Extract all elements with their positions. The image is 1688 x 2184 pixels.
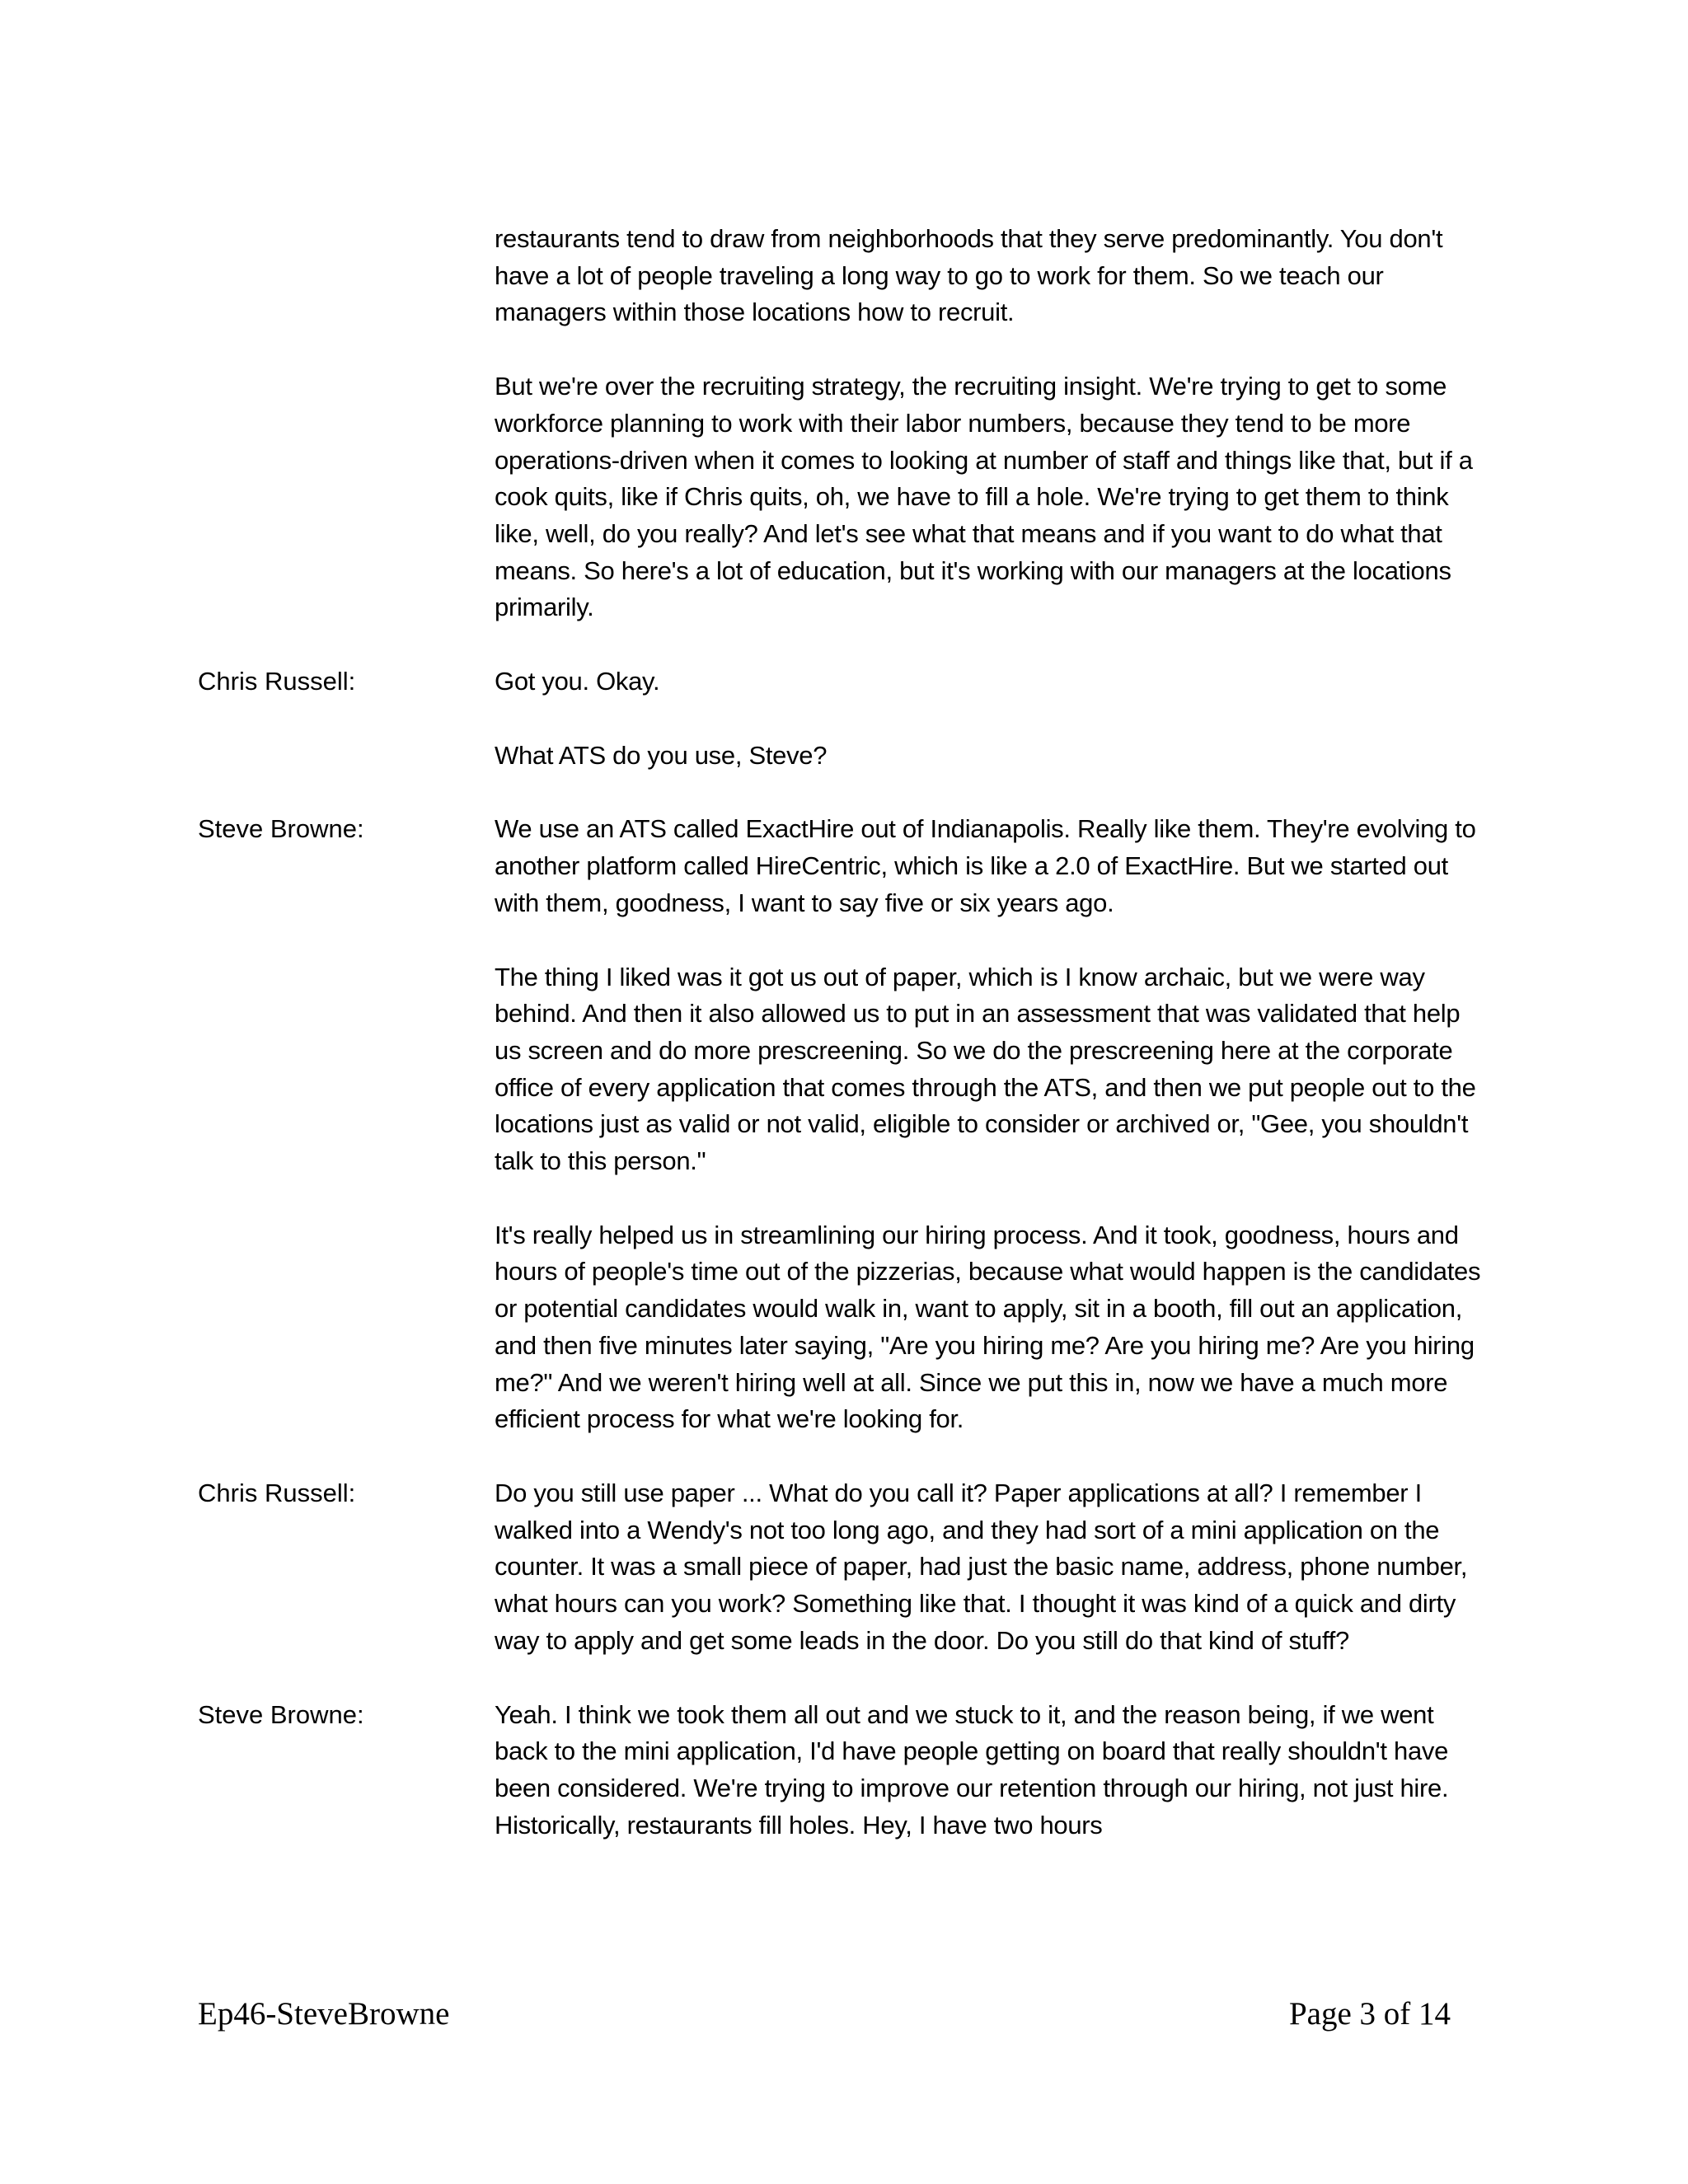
speaker-name: Steve Browne:: [198, 1699, 364, 1729]
speech-paragraph: What ATS do you use, Steve?: [495, 740, 828, 770]
speech-paragraph: We use an ATS called ExactHire out of Indianapolis. Really like them. They're evolving to another platform called HireCentric, which is like a 2.0 of ExactHire. But we started out with them, goodness, I want to say five or six years ago.: [495, 814, 1476, 917]
speech-paragraph: The thing I liked was it got us out of paper, which is I know archaic, but we were way behind. And then it also allowed us to put in an assessment that was validated that help us screen and do more prescreening. So we do the prescreening here at the corporate office of every application that comes through the ATS, and then we put people out to the locations just as valid or not valid, eligible to consider or archived or, "Gee, you shouldn't talk to this person.": [495, 962, 1476, 1176]
speech-paragraph: It's really helped us in streamlining our hiring process. And it took, goodness, hours and hours of people's time out of the pizzerias, because what would happen is the candidates or potential candidates would walk in, want to apply, sit in a booth, fill out an application, and then five minutes later saying, "Are you hiring me? Are you hiring me? Are you hiring me?" And we weren't hiring well at all. Since we put this in, now we have a much more efficient process for what we're looking for.: [495, 1220, 1481, 1434]
document-name: Ep46-SteveBrowne: [198, 1996, 450, 2032]
speaker-name: Steve Browne:: [198, 814, 364, 844]
transcript-entry: [198, 1475, 1484, 1660]
speech-text: [495, 663, 1484, 774]
transcript-entry: [198, 811, 1484, 1438]
speaker-name: Chris Russell:: [198, 1478, 356, 1507]
speech-paragraph: Yeah. I think we took them all out and we stuck to it, and the reason being, if we went back to the mini application, I'd have people getting on board that really shouldn't have been considered. We're trying to improve our retention through our hiring, not just hire. Historically, restaurants fill holes. Hey, I have two hours: [495, 1699, 1449, 1840]
speech-paragraph: Got you. Okay.: [495, 667, 660, 696]
transcript-entry: [198, 1697, 1484, 1844]
transcript-entry: [198, 663, 1484, 774]
speech-text: [495, 221, 1484, 626]
page-number: Page 3 of 14: [1288, 1996, 1451, 2032]
speech-text: [495, 1475, 1484, 1660]
speech-text: [495, 811, 1484, 1438]
speech-paragraph: Do you still use paper ... What do you call it? Paper applications at all? I remember I walked into a Wendy's not too long ago, and they had sort of a mini application on the counter. It was a small piece of paper, had just the basic name, address, phone number, what hours can you work? Something like that. I thought it was kind of a quick and dirty way to apply and get some leads in the door. Do you still do that kind of stuff?: [495, 1478, 1468, 1655]
page-footer: [198, 1994, 1451, 2034]
speaker-name: Chris Russell:: [198, 667, 356, 696]
speech-text: [495, 1697, 1484, 1844]
speech-paragraph: restaurants tend to draw from neighborhoods that they serve predominantly. You don't have a lot of people traveling a long way to go to work for them. So we teach our managers within those locations how to recruit.: [495, 224, 1443, 327]
transcript-body: [198, 221, 1484, 1881]
speech-paragraph: But we're over the recruiting strategy, the recruiting insight. We're trying to get to some workforce planning to work with their labor numbers, because they tend to be more operations-driven when it comes to looking at number of staff and things like that, but if a cook quits, like if Chris quits, oh, we have to fill a hole. We're trying to get them to think like, well, do you really? And let's see what that means and if you want to do what that means. So here's a lot of education, but it's working with our managers at the locations primarily.: [495, 372, 1473, 622]
transcript-entry: [198, 221, 1484, 626]
